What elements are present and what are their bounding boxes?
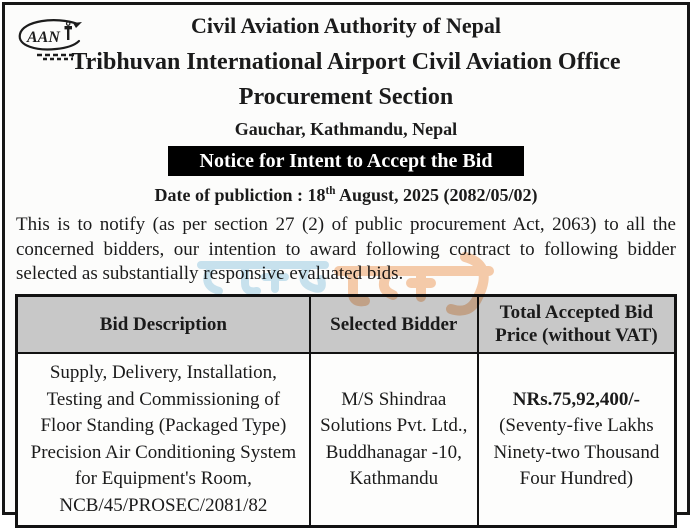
col-header-selected-bidder: Selected Bidder [310,295,478,353]
caan-logo [15,15,95,67]
notice-page [2,2,690,515]
caan-logo-graphic [15,15,95,67]
section-name: Procurement Section [5,82,687,112]
logo-runway-icon [37,55,77,59]
publication-date [5,184,687,206]
date-suffix: August, 2025 (2082/05/02) [335,185,537,205]
col-header-total-price: Total Accepted Bid Price (without VAT) [478,295,676,353]
col-header-bid-description: Bid Description [17,295,310,353]
notice-body-paragraph: This is to notify (as per section 27 (2) of public procurement Act, 2063) to all the concerned bidders, our intention to award following contract to following bidder selected as substantially responsive evaluated bids. [16,213,676,287]
table-row [17,353,676,527]
logo-arrow-icon [73,22,82,28]
price-amount: NRs.75,92,400/- [487,387,666,414]
logo-letters: AAN [26,29,61,46]
cell-selected-bidder: M/S Shindraa Solutions Pvt. Ltd., Buddhanagar -10, Kathmandu [310,353,478,527]
price-in-words: (Seventy-five Lakhs Ninety-two Thousand Four Hundred) [487,413,666,493]
banner-row [5,140,687,176]
logo-tower-icon [65,22,73,40]
bid-table [15,294,677,528]
org-name: Civil Aviation Authority of Nepal [5,12,687,39]
cell-bid-description: Supply, Delivery, Installation, Testing and Commissioning of Floor Standing (Packaged Type) Precision Air Conditioning System for Equipment's Room, NCB/45/PROSEC/2081/82 [17,353,310,527]
address-line: Gauchar, Kathmandu, Nepal [5,119,687,140]
date-ordinal-superscript: th [326,185,336,197]
notice-title: Notice for Intent to Accept the Bid [168,146,525,176]
date-prefix: Date of publiction : 18 [155,185,326,205]
bid-table-header-row [17,295,676,353]
cell-total-price [478,353,676,527]
office-name: Tribhuvan International Airport Civil Aviation Office [5,47,687,77]
